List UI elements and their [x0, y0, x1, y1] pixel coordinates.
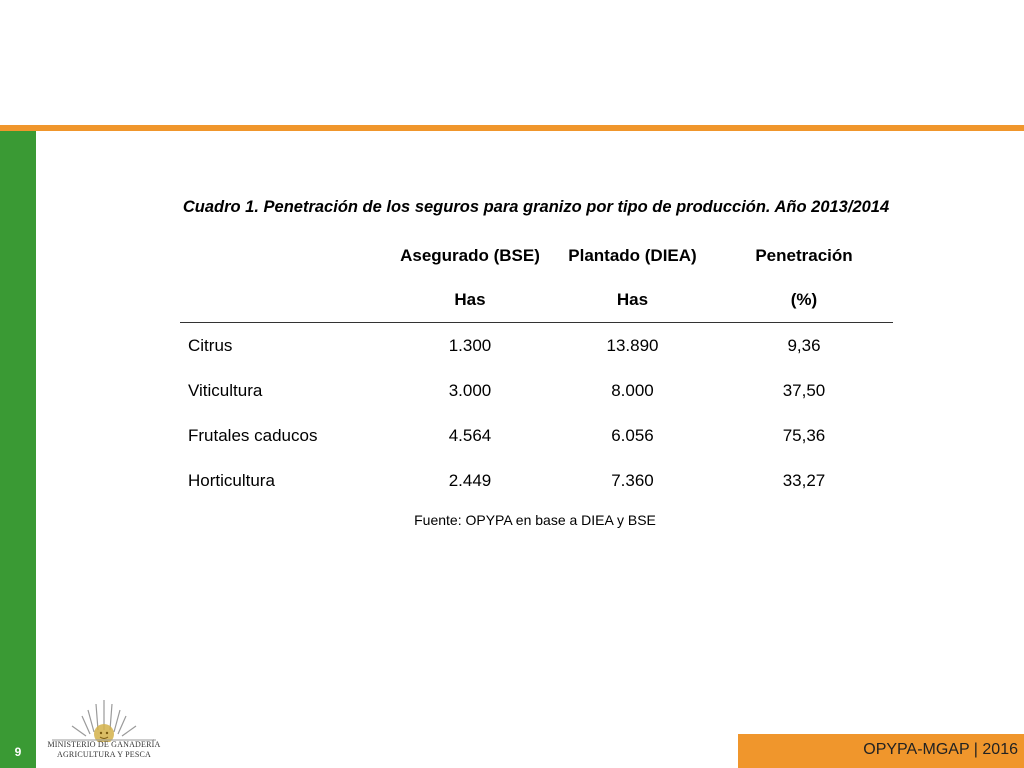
- row-label: Viticultura: [188, 380, 263, 400]
- table-cell: 2.449: [448, 470, 492, 490]
- table-cell: 7.360: [611, 470, 654, 490]
- sun-emblem-icon: [42, 690, 166, 742]
- table-units-row: [180, 278, 893, 323]
- row-label: Horticultura: [188, 470, 275, 490]
- row-label: Frutales caducos: [188, 425, 318, 445]
- table-caption: Cuadro 1. Penetración de los seguros para granizo por tipo de producción. Año 2013/2014: [182, 198, 890, 216]
- footer-box: [738, 734, 1024, 768]
- table-cell: 1.300: [448, 335, 492, 355]
- ministry-logo: [42, 690, 166, 760]
- table-row: [180, 413, 893, 458]
- footer-label: OPYPA-MGAP | 2016: [863, 741, 1018, 758]
- logo-text-line2: AGRICULTURA Y PESCA: [56, 750, 152, 759]
- table-cell: 13.890: [606, 335, 659, 355]
- unit-cell: Has: [390, 278, 550, 323]
- table-cell: 75,36: [782, 425, 826, 445]
- table-cell: 6.056: [611, 425, 654, 445]
- table-cell: 33,27: [782, 470, 826, 490]
- table-row: [180, 368, 893, 413]
- data-table: [180, 234, 893, 503]
- header-cell: Plantado (DIEA): [568, 246, 697, 265]
- side-accent-bar: [0, 131, 36, 768]
- source-note: Fuente: OPYPA en base a DIEA y BSE: [414, 512, 656, 528]
- header-cell: Asegurado (BSE): [400, 246, 540, 265]
- top-accent-bar: [0, 125, 1024, 131]
- row-label: Citrus: [188, 335, 233, 355]
- table-cell: 9,36: [787, 335, 821, 355]
- table-row: [180, 458, 893, 503]
- table-cell: 37,50: [782, 380, 826, 400]
- unit-cell: [180, 278, 390, 323]
- unit-cell: (%): [715, 278, 893, 323]
- table-cell: 3.000: [448, 380, 492, 400]
- header-cell: Penetración: [755, 246, 853, 265]
- header-cell: [180, 234, 390, 278]
- unit-cell: Has: [550, 278, 715, 323]
- table-cell: 4.564: [448, 425, 492, 445]
- table-header-row: [180, 234, 893, 278]
- logo-text-line1: MINISTERIO DE GANADERÍA: [47, 740, 161, 749]
- table-row: [180, 323, 893, 369]
- table-cell: 8.000: [611, 380, 654, 400]
- page-number: 9: [14, 745, 22, 759]
